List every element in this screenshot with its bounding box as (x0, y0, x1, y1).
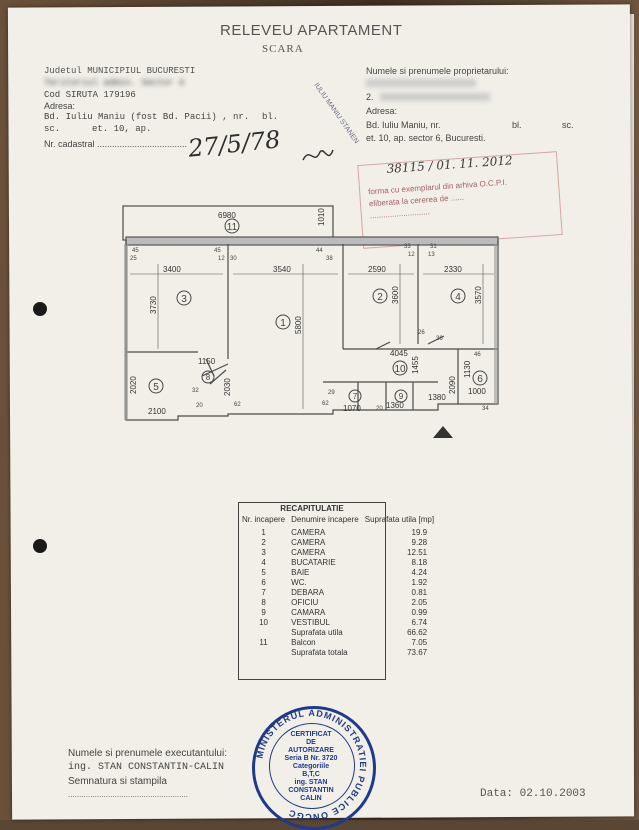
owner-1-redacted (366, 79, 476, 87)
svg-text:45: 45 (132, 248, 139, 254)
table-row: 2 CAMERA 9.28 (261, 538, 428, 547)
room-number-11: 11 (226, 222, 238, 233)
table-row: 3 CAMERA 12.51 (261, 548, 428, 557)
cod-siruta-line: Cod SIRUTA 179196 (44, 90, 136, 100)
svg-text:44: 44 (316, 248, 323, 254)
svg-text:32: 32 (192, 388, 199, 394)
svg-text:38: 38 (326, 256, 333, 262)
table-row: 7 DEBARA 0.81 (261, 588, 428, 597)
judet-line: Judetul MUNICIPIUL BUCURESTI (44, 66, 196, 76)
teritoriu-line: Teritoriul admin. Sector 6 (44, 78, 185, 88)
nr-cadastral-label: Nr. cadastral .................................... (44, 139, 188, 149)
header-denumire: Denumire incapere (291, 515, 359, 524)
svg-text:MINISTERUL ADMINISTRATIEI PUBL: MINISTERUL ADMINISTRATIEI PUBLICE ONCGC (254, 707, 369, 823)
svg-text:30: 30 (230, 256, 237, 262)
dim-2330: 2330 (444, 265, 462, 274)
stamp-line-2: eliberata la cererea de ...... (368, 192, 465, 209)
stamp-handwritten-number: 38115 / 01. 11. 2012 (386, 153, 514, 177)
left-adresa-sc: sc. (44, 124, 61, 134)
stamp-inner-text: CERTIFICAT DE AUTORIZARE Seria B Nr. 3720 Categoriile B,T,C ing. STAN CONSTANTIN CALIN (284, 731, 338, 802)
dim-3400: 3400 (163, 265, 181, 274)
suprafata-utila-row: Suprafata utila 66.62 (291, 628, 428, 637)
ministry-round-stamp (252, 706, 376, 830)
suprafata-totala-row: Suprafata totala 73.67 (291, 648, 428, 657)
header-suprafata: Suprafata utila [mp] (364, 515, 435, 524)
owner-label: Numele si prenumele proprietarului: (366, 66, 509, 76)
left-adresa-et: et. 10, ap. (92, 124, 152, 134)
left-adresa-bl: bl. (262, 112, 279, 122)
stamp-line-1: forma cu exemplarul din arhiva O.C.P.I. (367, 177, 508, 197)
svg-text:33: 33 (404, 244, 411, 250)
left-adresa-label: Adresa: (44, 101, 76, 111)
dim-1455: 1455 (411, 356, 420, 374)
svg-text:36: 36 (436, 336, 443, 342)
diagonal-pencil-note: IULIU MANIU STANEN (312, 81, 360, 146)
recapitulatie-box (238, 502, 435, 680)
svg-text:62: 62 (234, 402, 241, 408)
dim-5800: 5800 (294, 316, 303, 334)
svg-text:25: 25 (130, 256, 137, 262)
recapitulatie-title: RECAPITULATIE (280, 504, 344, 513)
svg-text:20: 20 (376, 406, 383, 412)
svg-text:45: 45 (214, 248, 221, 254)
dim-4045: 4045 (390, 349, 408, 358)
handwritten-cadastral-number: 27/5/78 (186, 125, 282, 163)
document-title: RELEVEU APARTAMENT (220, 22, 403, 39)
room-number-9: 9 (398, 392, 404, 401)
scara-label: SCARA (262, 43, 304, 55)
stamp-line-3: ........................... (369, 207, 431, 221)
svg-text:26: 26 (418, 330, 425, 336)
table-row: 10 VESTIBUL 6.74 (259, 618, 428, 627)
room-number-6: 6 (477, 374, 483, 385)
dim-1010: 1010 (317, 208, 326, 226)
room-number-7: 7 (352, 392, 358, 401)
dim-6980: 6980 (218, 211, 236, 220)
right-adresa-line1: Bd. Iuliu Maniu, nr. (366, 120, 441, 130)
svg-text:20: 20 (196, 403, 203, 409)
handwritten-signature-mark (300, 144, 336, 168)
room-number-2: 2 (377, 292, 383, 303)
left-adresa-line1: Bd. Iuliu Maniu (fost Bd. Pacii) , nr. (44, 112, 250, 122)
dim-1000: 1000 (468, 387, 486, 396)
table-row: 1 CAMERA 19.9 (261, 528, 428, 537)
table-row: 4 BUCATARIE 8.18 (261, 558, 428, 567)
svg-text:12: 12 (408, 252, 415, 258)
room-number-1: 1 (280, 318, 286, 329)
header-nr: Nr. incapere (242, 515, 286, 524)
svg-text:62: 62 (322, 401, 329, 407)
room-number-10: 10 (394, 364, 406, 375)
dim-2100: 2100 (148, 407, 166, 416)
signature-line: ...................................................... (68, 790, 189, 799)
svg-text:46: 46 (474, 352, 481, 358)
executant-label: Numele si prenumele executantului: (68, 748, 227, 759)
dim-1380: 1380 (428, 393, 446, 402)
dim-2020: 2020 (129, 376, 138, 394)
main-wall-top (126, 237, 498, 245)
table-row: 8 OFICIU 2.05 (261, 598, 428, 607)
table-row: 6 WC. 1.92 (261, 578, 428, 587)
dim-3540: 3540 (273, 265, 291, 274)
svg-text:31: 31 (430, 244, 437, 250)
table-row: 5 BAIE 4.24 (261, 568, 428, 577)
recapitulatie-table (239, 515, 437, 658)
right-adresa-label: Adresa: (366, 106, 398, 116)
dim-1150: 1150 (198, 357, 216, 366)
room-number-4: 4 (455, 292, 461, 303)
signature-label: Semnatura si stampila (68, 776, 167, 787)
right-adresa-sc: sc. (562, 120, 574, 130)
svg-text:12: 12 (218, 256, 225, 262)
punch-hole-top (33, 302, 47, 316)
executant-name: ing. STAN CONSTANTIN-CALIN (68, 762, 225, 773)
svg-text:34: 34 (482, 406, 489, 412)
dim-1130: 1130 (463, 360, 472, 378)
floor-plan (118, 204, 508, 444)
table-row: 9 CAMARA 0.99 (261, 608, 428, 617)
dim-1360: 1360 (386, 401, 404, 410)
right-adresa-bl: bl. (512, 120, 522, 130)
room-number-5: 5 (153, 382, 159, 393)
document-date: Data: 02.10.2003 (480, 788, 586, 800)
balcon-row: 11 Balcon 7.05 (259, 638, 428, 647)
dim-3600: 3600 (391, 286, 400, 304)
dim-2090: 2090 (448, 376, 457, 394)
dim-2590: 2590 (368, 265, 386, 274)
entrance-marker (433, 426, 453, 438)
owner-2-redacted (380, 93, 490, 101)
dim-1070: 1070 (343, 404, 361, 413)
dim-2030: 2030 (223, 378, 232, 396)
owner-2: 2. (366, 92, 374, 102)
room-number-3: 3 (181, 294, 187, 305)
svg-text:29: 29 (328, 390, 335, 396)
dim-3570: 3570 (474, 286, 483, 304)
right-adresa-line2: et. 10, ap. sector 6, Bucuresti. (366, 133, 486, 143)
room-number-8: 8 (205, 373, 211, 382)
punch-hole-bottom (33, 539, 47, 553)
svg-text:13: 13 (428, 252, 435, 258)
dim-3730: 3730 (149, 296, 158, 314)
